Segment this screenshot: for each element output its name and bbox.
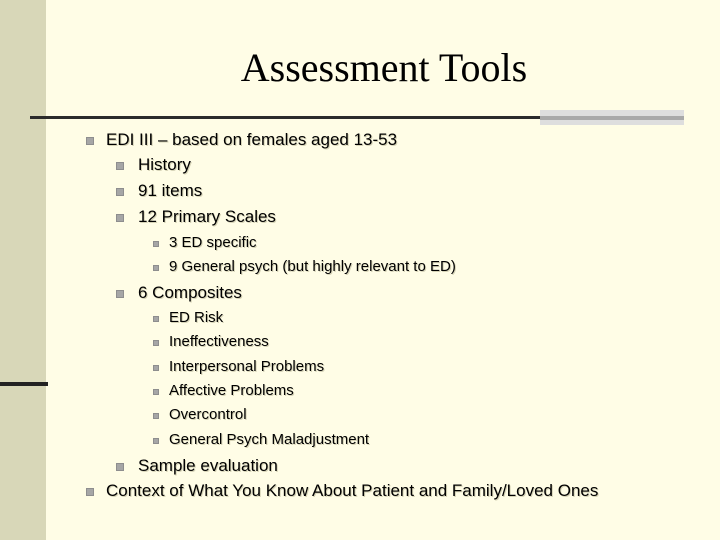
- bullet-sample-evaluation: Sample evaluation: [138, 456, 278, 475]
- bullet-icon: [153, 413, 159, 419]
- bullet-ed-specific: 3 ED specific: [169, 234, 257, 251]
- bullet-icon: [86, 488, 94, 496]
- bullet-ineffectiveness: Ineffectiveness: [169, 333, 269, 350]
- bullet-91-items: 91 items: [138, 181, 203, 200]
- bullet-history: History: [138, 155, 191, 174]
- bullet-icon: [153, 316, 159, 322]
- bullet-icon: [153, 365, 159, 371]
- bullet-affective: Affective Problems: [169, 382, 294, 399]
- bullet-overcontrol: Overcontrol: [169, 406, 247, 423]
- bullet-icon: [116, 214, 124, 222]
- bullet-ed-risk: ED Risk: [169, 309, 224, 326]
- bullet-icon: [153, 389, 159, 395]
- sidebar-decoration: [0, 0, 46, 540]
- title-rule-light-inner: [540, 116, 684, 120]
- bullet-icon: [86, 137, 94, 145]
- bullet-maladjustment: General Psych Maladjustment: [169, 431, 370, 448]
- bullet-icon: [116, 162, 124, 170]
- bullet-icon: [153, 265, 159, 271]
- slide-title: Assessment Tools: [240, 45, 528, 90]
- bullet-icon: [116, 188, 124, 196]
- bullet-icon: [153, 241, 159, 247]
- title-rule: [30, 116, 540, 119]
- sidebar-accent-line: [0, 382, 48, 386]
- bullet-icon: [153, 340, 159, 346]
- bullet-edi-iii: EDI III – based on females aged 13-53: [106, 130, 398, 149]
- bullet-context: Context of What You Know About Patient and Family/Loved Ones: [106, 481, 599, 500]
- bullet-icon: [116, 463, 124, 471]
- bullet-interpersonal: Interpersonal Problems: [169, 358, 325, 375]
- bullet-primary-scales: 12 Primary Scales: [138, 207, 276, 226]
- bullet-general-psych: 9 General psych (but highly relevant to ED): [169, 258, 456, 275]
- bullet-icon: [153, 438, 159, 444]
- bullet-composites: 6 Composites: [138, 283, 242, 302]
- bullet-icon: [116, 290, 124, 298]
